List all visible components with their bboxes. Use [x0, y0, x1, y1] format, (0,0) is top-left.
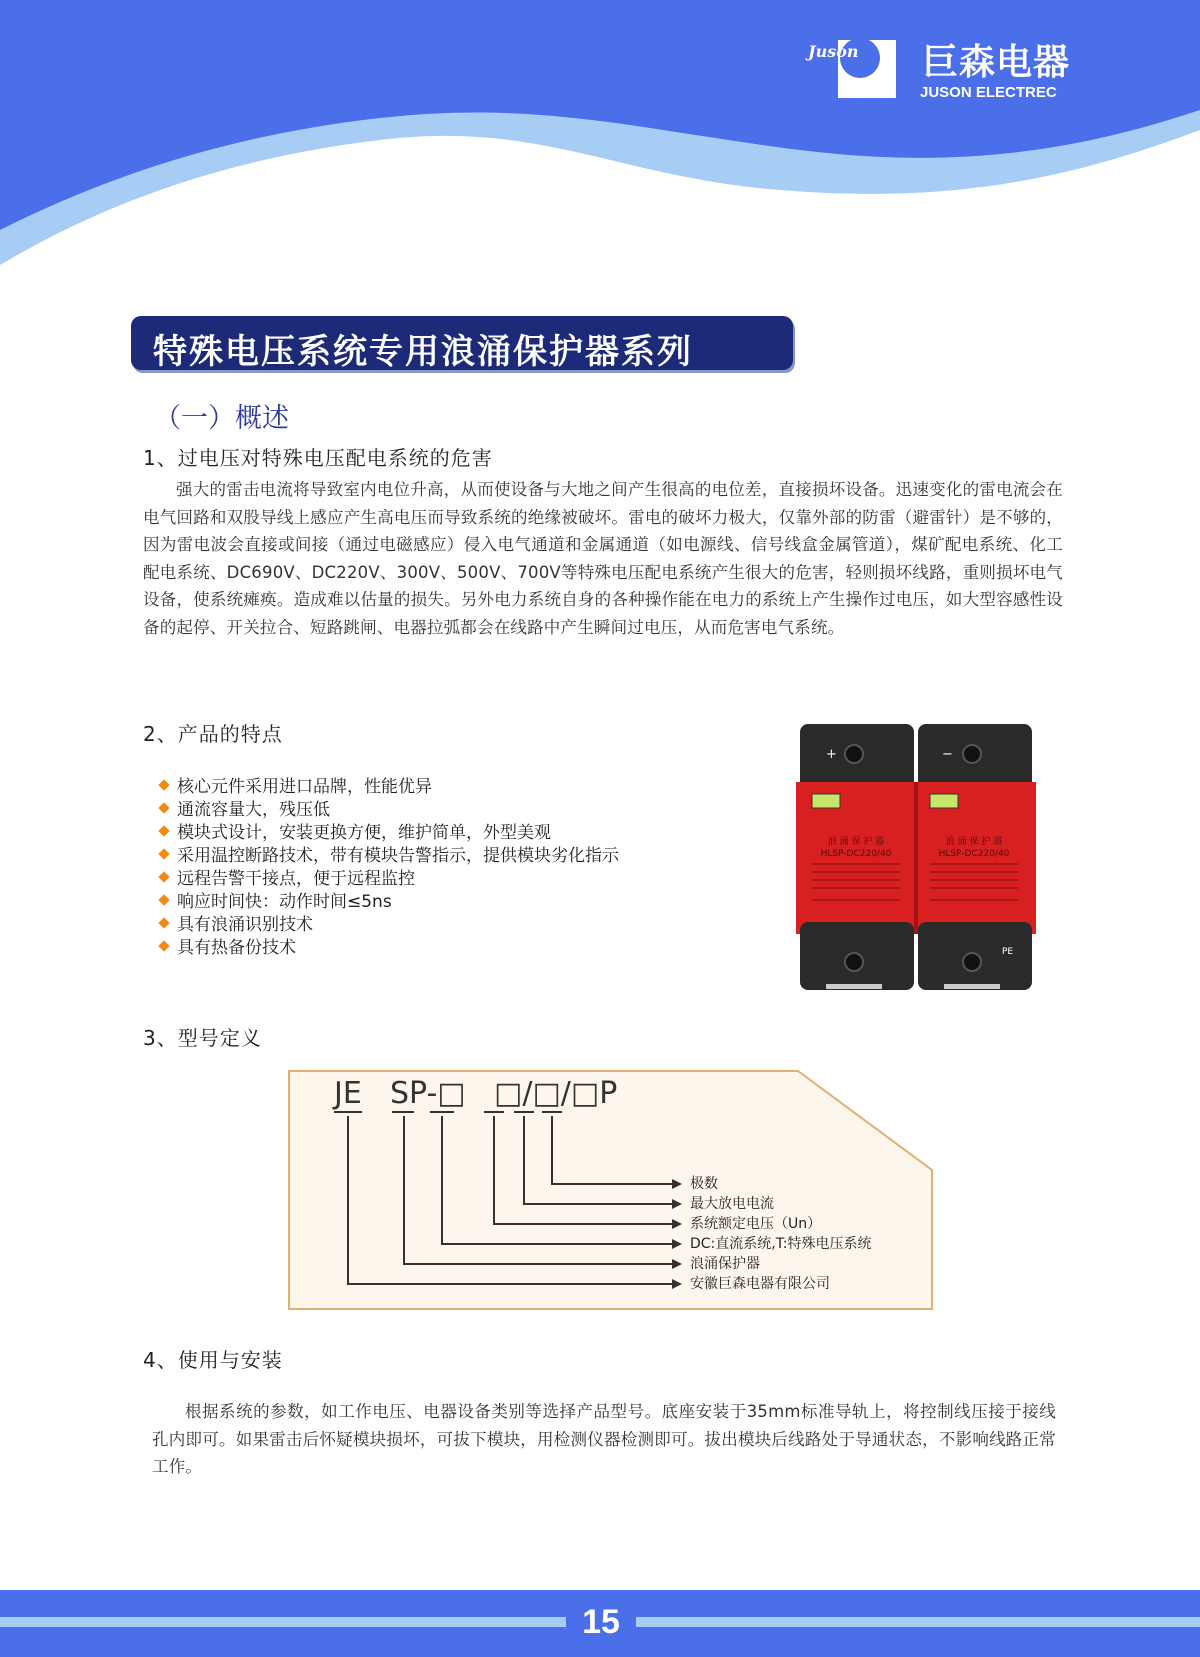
list-item — [160, 891, 619, 914]
feature-text: 具有浪涌识别技术 — [177, 915, 313, 935]
section-hazard-heading: 1、过电压对特殊电压配电系统的危害 — [143, 446, 493, 470]
feature-text: 通流容量大，残压低 — [177, 800, 330, 820]
section-hazard-text: 强大的雷击电流将导致室内电位升高，从而使设备与大地之间产生很高的电位差，直接损坏设备。迅速变化的雷电流会在电气回路和双股导线上感应产生高电压而导致系统的绝缘被破坏。雷电的破坏力极大，仅靠外部的防雷（避雷针）是不够的，因为雷电波会直接或间接（通过电磁感应）侵入电气通道和金属通道（如电源线、信号线盒金属管道），煤矿配电系统、化工配电系统、DC690V、DC220V、300V、500V、700V等特殊电压配电系统产生很大的危害，轻则损坏线路，重则损坏电气设备，使系统瘫痪。造成难以估量的损失。另外电力系统自身的各种操作能在电力的系统上产生操作过电压，如大型容感性设备的起停、开关拉合、短路跳闸、电器拉弧都会在线路中产生瞬间过电压，从而危害电气系统。 — [143, 480, 1063, 637]
feature-text: 具有热备份技术 — [177, 938, 296, 958]
overview-heading: （一）概述 — [154, 403, 289, 434]
list-item — [160, 845, 619, 868]
feature-text: 采用温控断路技术，带有模块告警指示，提供模块劣化指示 — [177, 846, 619, 866]
model-def-voltage: 系统额定电压（Un） — [690, 1216, 822, 1232]
diamond-bullet-icon — [158, 894, 169, 905]
list-item — [160, 937, 619, 960]
list-item — [160, 822, 619, 845]
model-def-max-current: 最大放电电流 — [690, 1196, 774, 1212]
logo-script-text: Juson — [808, 42, 859, 61]
model-def-poles: 极数 — [690, 1176, 718, 1192]
pe-terminal-label: PE — [1002, 947, 1014, 957]
brand-logo — [808, 36, 1071, 106]
diamond-bullet-icon — [158, 848, 169, 859]
model-code-prefix: JE — [334, 1076, 362, 1111]
brand-name-en: JUSON ELECTREC — [920, 84, 1057, 101]
minus-terminal-label: − — [942, 747, 953, 762]
section-install-text: 根据系统的参数，如工作电压、电器设备类别等选择产品型号。底座安装于35mm标准导轨上，将控制线压接于接线孔内即可。如果雷击后怀疑模块损坏，可拔下模块，用检测仪器检测即可。拔出模块后线路处于导通状态，不影响线路正常工作。 — [152, 1402, 1056, 1476]
model-code-sp: SP-□ — [390, 1076, 466, 1111]
module-label-left: 浪 涌 保 护 器 — [827, 837, 885, 847]
title-banner — [131, 316, 793, 370]
model-label-right: HLSP-DC220/40 — [938, 849, 1010, 859]
section-features-heading: 2、产品的特点 — [143, 722, 283, 746]
model-def-company: 安徽巨森电器有限公司 — [690, 1276, 830, 1292]
section-model-heading: 3、型号定义 — [143, 1026, 262, 1050]
list-item — [160, 776, 619, 799]
list-item — [160, 914, 619, 937]
diamond-bullet-icon — [158, 779, 169, 790]
plus-terminal-label: + — [826, 747, 837, 762]
model-def-spd: 浪涌保护器 — [690, 1256, 760, 1272]
list-item — [160, 799, 619, 822]
diamond-bullet-icon — [158, 871, 169, 882]
module-label-right: 浪 涌 保 护 器 — [945, 837, 1003, 847]
list-item — [160, 868, 619, 891]
page-title: 特殊电压系统专用浪涌保护器系列 — [153, 332, 693, 372]
diamond-bullet-icon — [158, 917, 169, 928]
brand-name-cn: 巨森电器 — [922, 42, 1071, 83]
model-def-system: DC:直流系统,T:特殊电压系统 — [690, 1236, 872, 1252]
page-number: 15 — [582, 1603, 620, 1641]
surge-protector-image — [796, 722, 1036, 994]
feature-text: 响应时间快：动作时间≤5ns — [177, 892, 392, 912]
feature-text: 核心元件采用进口品牌，性能优异 — [177, 777, 432, 797]
diamond-bullet-icon — [158, 825, 169, 836]
section-install-heading: 4、使用与安装 — [143, 1348, 283, 1372]
feature-text: 模块式设计，安装更换方便，维护简单，外型美观 — [177, 823, 551, 843]
model-code-params: □/□/□P — [494, 1076, 618, 1111]
feature-text: 远程告警干接点，便于远程监控 — [177, 869, 415, 889]
features-list — [160, 776, 619, 960]
diamond-bullet-icon — [158, 940, 169, 951]
model-label-left: HLSP-DC220/40 — [820, 849, 892, 859]
diamond-bullet-icon — [158, 802, 169, 813]
